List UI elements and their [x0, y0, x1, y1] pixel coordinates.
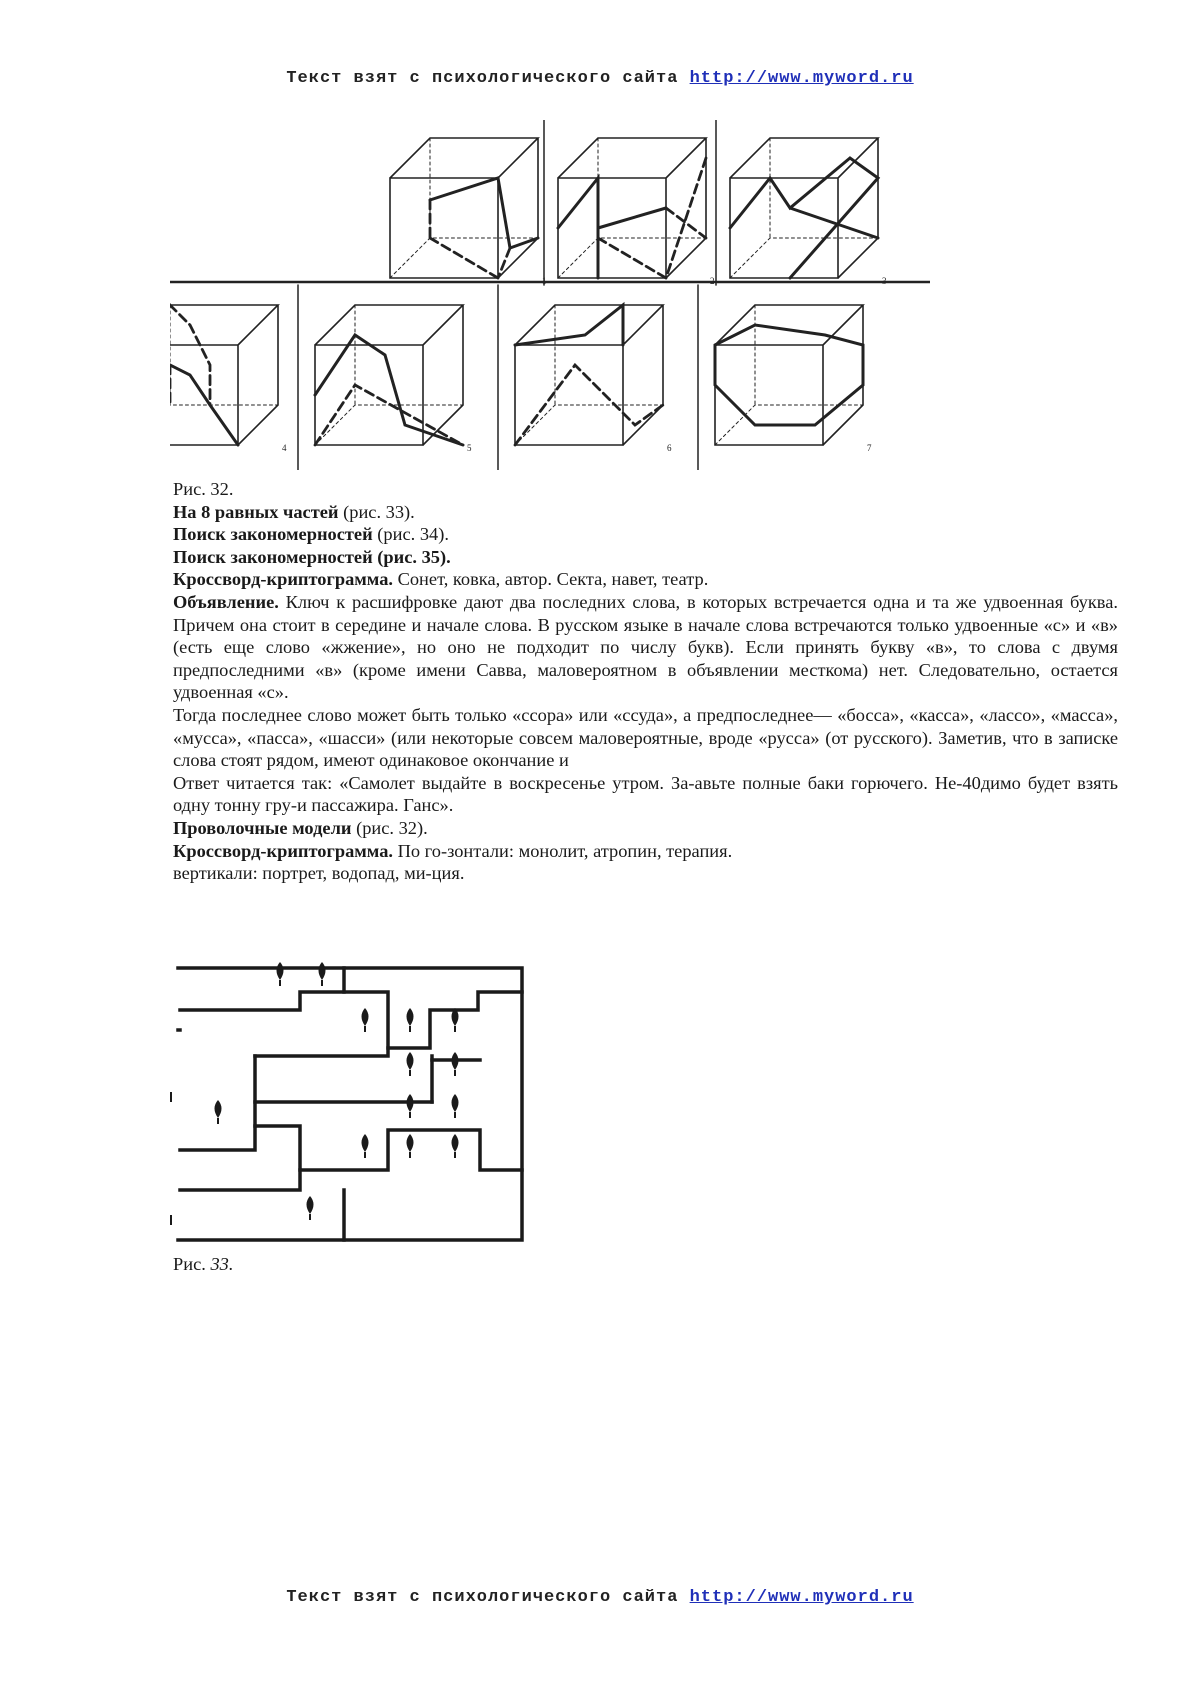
panel-number-3: 3 [882, 276, 887, 286]
tree-icon [277, 962, 284, 986]
paragraph-body: вертикали: портрет, водопад, ми-ция. [173, 863, 465, 884]
paragraph-heading: Кроссворд-криптограмма. [173, 840, 393, 861]
paragraph-2 [173, 523, 1118, 546]
paragraph-body: Ключ к расшифровке дают два последних слова, в которых встречается одна и та же удвоенная буква. Причем она стоит в середине и начале слова. В русском языке в начале слова встречаются только удвоенные «с» и «в» (есть еще слово «жжение», но оно не подходит по числу букв). Если принять букву «в», то слова с двумя предпоследними «в» (кроме имени Савва, маловероятном в объявлении месткома) нет. Следовательно, остается удвоенная «с». [173, 591, 1118, 703]
paragraph-heading: На 8 равных частей [173, 501, 339, 522]
answers-text [173, 478, 1118, 885]
figure-33-garden-division [170, 960, 530, 1250]
cube-model-7 [715, 305, 872, 453]
panel-number-7: 7 [867, 443, 872, 453]
tree-icon [407, 1094, 414, 1118]
tree-icons [170, 962, 459, 1225]
paragraph-3 [173, 546, 1118, 569]
page-footer [0, 1588, 1200, 1607]
tree-icon [362, 1134, 369, 1158]
tree-icon [407, 1134, 414, 1158]
paragraph-body: Сонет, ковка, автор. Секта, навет, театр. [393, 569, 709, 590]
panel-number-2: 2 [710, 276, 715, 286]
paragraph-9 [173, 840, 1118, 863]
tree-icon [215, 1100, 222, 1124]
caption-prefix: Рис. [173, 1254, 211, 1274]
paragraph-heading: Поиск закономерностей [173, 524, 373, 545]
paragraph-4 [173, 568, 1118, 591]
figure-33-caption [173, 1254, 233, 1275]
cube-model-6 [515, 305, 672, 453]
paragraph-heading: Поиск закономерностей (рис. 35). [173, 546, 451, 567]
tree-icon [452, 1134, 459, 1158]
paragraph-body: (рис. 34). [372, 524, 449, 545]
cube-model-2 [558, 138, 715, 286]
footer-text: Текст взят с психологического сайта [286, 1588, 679, 1607]
paragraph-body: По го-зонтали: монолит, атропин, терапия. [393, 840, 733, 861]
paragraph-body: Ответ читается так: «Самолет выдайте в воскресенье утром. За-авьте полные баки горючего. Не-40димо будет взять одну тонну гру-и пассажира. Ганс». [173, 772, 1118, 816]
panel-number-1: 1 [542, 276, 547, 286]
paragraph-6 [173, 704, 1118, 772]
tree-icon [307, 1196, 314, 1220]
header-link[interactable]: http://www.myword.ru [689, 69, 914, 88]
tree-icon [319, 962, 326, 986]
paragraph-body: Тогда последнее слово может быть только «ссора» или «ссуда», а предпоследнее— «босса», «касса», «лассо», «масса», «мусса», «пасса», «шасси» (или некоторые совсем маловероятные, вроде «русса» (от русского). Заметив, что в записке слова стоят рядом, имеют одинаковое окончание и [173, 704, 1118, 771]
cube-model-3 [730, 138, 887, 286]
paragraph-8 [173, 817, 1118, 840]
panel-number-5: 5 [467, 443, 472, 453]
paragraph-7 [173, 772, 1118, 817]
paragraph-body: (рис. 33). [338, 501, 415, 522]
paragraph-heading: Объявление. [173, 591, 279, 612]
panel-number-6: 6 [667, 443, 672, 453]
cube-model-4 [170, 305, 287, 453]
paragraph-10 [173, 862, 1118, 885]
paragraph-1 [173, 501, 1118, 524]
cube-model-5 [315, 305, 472, 453]
paragraph-5 [173, 591, 1118, 704]
cube-model-1 [390, 138, 547, 286]
tree-icon [452, 1094, 459, 1118]
header-text: Текст взят с психологического сайта [286, 69, 679, 88]
page-header [0, 69, 1200, 88]
tree-icon [407, 1052, 414, 1076]
paragraph-heading: Проволочные модели [173, 817, 352, 838]
paragraph-body: (рис. 32). [351, 817, 428, 838]
caption-number: 33. [210, 1254, 234, 1274]
tree-icon [452, 1052, 459, 1076]
figure-32-caption: Рис. 32. [173, 479, 234, 499]
paragraph-heading: Кроссворд-криптограмма. [173, 569, 393, 590]
figure-32-wire-models [170, 120, 930, 470]
footer-link[interactable]: http://www.myword.ru [689, 1588, 914, 1607]
tree-icon [407, 1008, 414, 1032]
panel-number-4: 4 [282, 443, 287, 453]
tree-icon [362, 1008, 369, 1032]
